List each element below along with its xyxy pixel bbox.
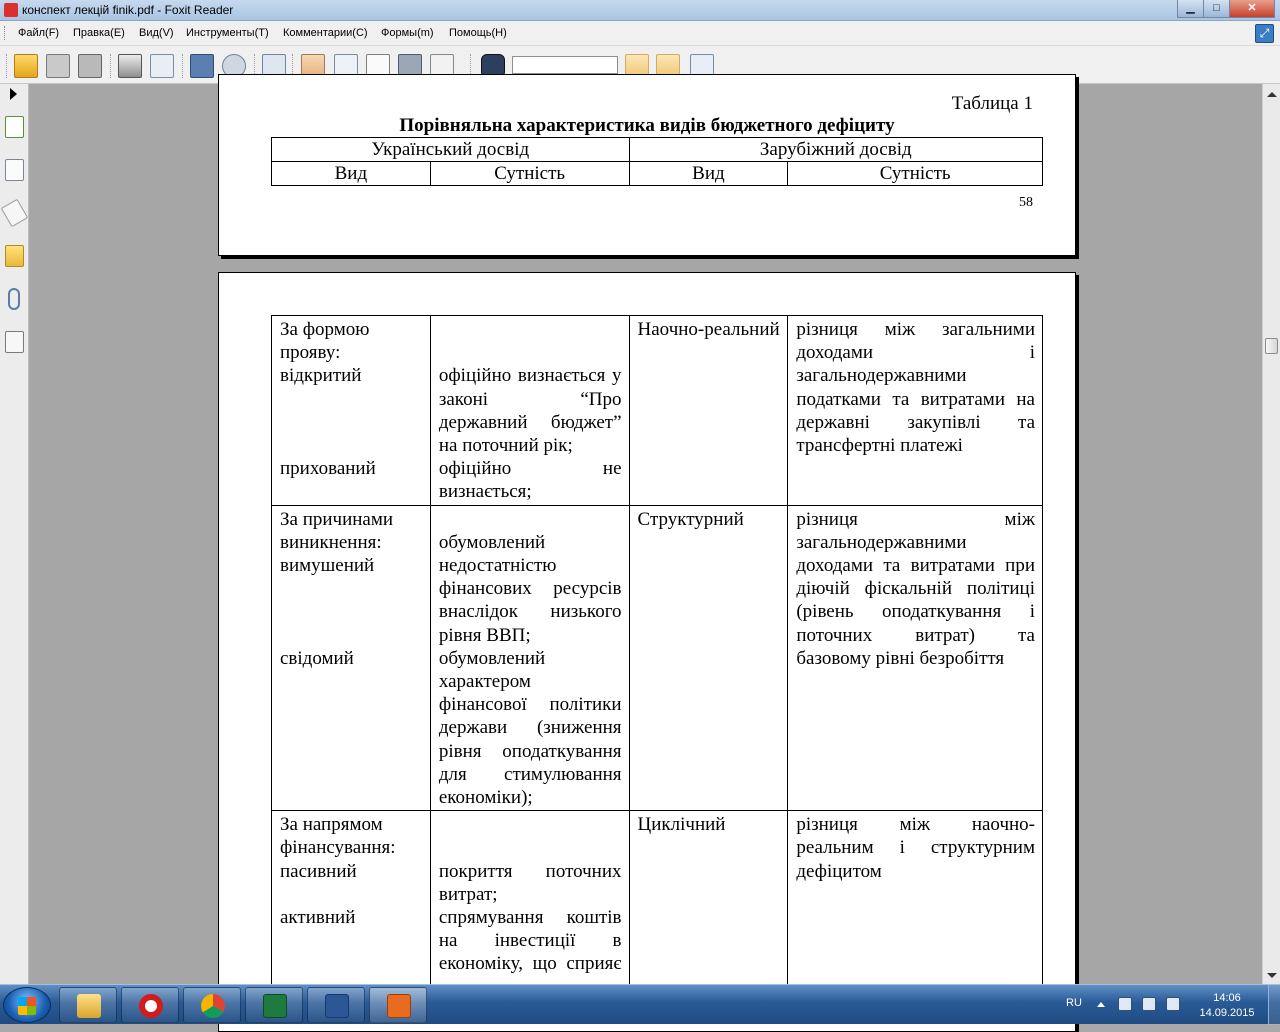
- category-label: фінансування:: [280, 837, 396, 859]
- taskbar-word[interactable]: [307, 987, 365, 1023]
- category-label: За причинами: [280, 508, 394, 530]
- taskbar: [0, 984, 1280, 1024]
- explorer-icon: [77, 994, 101, 1018]
- foreign-essence-cell: різниця між загальнодержавними доходами та витратами при діючій фіскальній політиці (рівень оподаткування і поточних витрат) та базовому рівні безробіття: [788, 505, 1043, 811]
- essence-text: спрямування коштів на інвестиції в економіку, що сприяє: [438, 907, 622, 975]
- document-view[interactable]: [30, 84, 1262, 984]
- save-icon[interactable]: [46, 54, 70, 78]
- pages-panel-icon[interactable]: [5, 116, 24, 138]
- kind-label: пасивний: [280, 860, 357, 882]
- ua-kind-cell: [272, 811, 431, 1001]
- kind-label: активний: [280, 907, 356, 929]
- scroll-thumb[interactable]: [1265, 338, 1278, 354]
- taskbar-explorer[interactable]: [59, 987, 117, 1023]
- foxit-icon: [387, 994, 411, 1018]
- expand-panel-icon[interactable]: [10, 88, 17, 100]
- vertical-scrollbar[interactable]: [1262, 84, 1280, 984]
- bookmarks-panel-icon[interactable]: [1, 199, 28, 228]
- group-header-foreign: Зарубіжний досвід: [629, 138, 1042, 162]
- table-header: [271, 137, 1043, 186]
- navigation-panel: [0, 84, 29, 984]
- column-header: Сутність: [788, 162, 1043, 186]
- search-input[interactable]: [512, 56, 618, 74]
- comments-panel-icon[interactable]: [5, 245, 24, 267]
- layers-panel-icon[interactable]: [5, 159, 24, 181]
- column-header: Сутність: [430, 162, 629, 186]
- clock[interactable]: [1196, 991, 1258, 1021]
- menu-edit[interactable]: Правка(E): [73, 27, 125, 39]
- fullscreen-icon[interactable]: [190, 54, 214, 78]
- maximize-button[interactable]: □: [1203, 0, 1230, 18]
- group-header-ukrainian: Український досвід: [272, 138, 630, 162]
- foreign-kind-cell: Циклічний: [629, 811, 788, 1001]
- clock-time: 14:06: [1213, 992, 1241, 1004]
- foreign-essence-cell: різниця між загальними доходами і загальнодержавними податками та витратами на державні закупівлі та трансфертні платежі: [788, 316, 1043, 506]
- windows-logo-icon: [18, 997, 36, 1015]
- kind-label: вимушений: [280, 555, 375, 576]
- essence-text: офіційно не визнається;: [438, 458, 622, 503]
- scroll-up-icon[interactable]: [1267, 92, 1277, 97]
- taskbar-foxit[interactable]: [369, 987, 427, 1023]
- category-label: виникнення:: [280, 531, 382, 553]
- toolbar-separator: [182, 54, 183, 78]
- ua-kind-cell: [272, 505, 431, 811]
- foreign-essence-cell: різниця між наочно-реальним і структурним дефіцитом: [788, 811, 1043, 1001]
- print-icon[interactable]: [118, 54, 142, 78]
- table-row: [272, 811, 1043, 1001]
- taskbar-opera[interactable]: [121, 987, 179, 1023]
- menu-grip[interactable]: [4, 26, 7, 40]
- pdf-page-58: [218, 74, 1076, 256]
- toolbar-separator: [6, 54, 7, 78]
- network-icon[interactable]: [1142, 997, 1156, 1011]
- table-row: [272, 505, 1043, 811]
- deficit-table: [271, 315, 1043, 1001]
- start-button[interactable]: [3, 987, 51, 1023]
- menu-bar: [0, 21, 1280, 46]
- scroll-down-icon[interactable]: [1267, 973, 1277, 978]
- table-title: Порівняльна характеристика видів бюджетного дефіциту: [399, 115, 895, 136]
- foreign-kind-cell: Наочно-реальний: [629, 316, 788, 506]
- menu-view[interactable]: Вид(V): [139, 27, 174, 39]
- show-desktop-button[interactable]: [1268, 985, 1280, 1025]
- foxit-app-icon: [4, 3, 18, 17]
- taskbar-chrome[interactable]: [183, 987, 241, 1023]
- ua-essence-cell: [430, 316, 629, 506]
- volume-icon[interactable]: [1166, 997, 1180, 1011]
- language-indicator[interactable]: RU: [1066, 997, 1082, 1009]
- toolbar-separator: [110, 54, 111, 78]
- menu-tools[interactable]: Инструменты(T): [186, 27, 269, 39]
- menu-file[interactable]: Файл(F): [18, 27, 60, 39]
- kind-label: прихований: [280, 458, 376, 480]
- folder-open-icon[interactable]: [14, 54, 38, 78]
- attachments-panel-icon[interactable]: [8, 288, 20, 310]
- signatures-panel-icon[interactable]: [5, 331, 24, 353]
- email-icon[interactable]: [150, 54, 174, 78]
- excel-icon: [263, 994, 287, 1018]
- essence-text: покриття поточних витрат;: [438, 860, 622, 905]
- ua-essence-cell: [430, 811, 629, 1001]
- pdf-page-59: [218, 272, 1076, 1032]
- category-label: прояву:: [280, 342, 341, 364]
- opera-icon: [139, 994, 163, 1018]
- menu-forms[interactable]: Формы(m): [381, 27, 434, 39]
- foreign-kind-cell: Структурний: [629, 505, 788, 811]
- minimize-button[interactable]: ▁: [1177, 0, 1204, 18]
- menu-help[interactable]: Помощь(H): [449, 27, 507, 39]
- window-title: конспект лекцій finik.pdf - Foxit Reader: [22, 3, 234, 17]
- close-button[interactable]: ✕: [1229, 0, 1275, 18]
- essence-text: обумовлений характером фінансової політики держави (зниження рівня оподаткування для стимулювання економіки);: [438, 647, 622, 809]
- kind-label: свідомий: [280, 647, 354, 669]
- table-row: [272, 316, 1043, 506]
- word-icon: [325, 994, 349, 1018]
- save-all-icon[interactable]: [78, 54, 102, 78]
- table-number: Таблица 1: [951, 93, 1033, 114]
- menu-comments[interactable]: Комментарии(C): [283, 27, 368, 39]
- essence-text: офіційно визнається у законі “Про державний бюджет” на поточний рік;: [438, 365, 622, 456]
- page-number: 58: [1019, 195, 1033, 210]
- essence-text: обумовлений недостатністю фінансових ресурсів внаслідок низького рівня ВВП;: [438, 531, 622, 646]
- show-hidden-icons-icon[interactable]: [1097, 1002, 1105, 1007]
- column-header: Вид: [272, 162, 431, 186]
- category-label: За формою: [280, 319, 370, 340]
- ua-kind-cell: [272, 316, 431, 506]
- kind-label: відкритий: [280, 365, 362, 387]
- category-label: За напрямом: [280, 814, 383, 836]
- clock-date: 14.09.2015: [1199, 1007, 1255, 1019]
- chrome-icon: [201, 994, 225, 1018]
- title-bar: [0, 0, 1280, 21]
- restore-view-icon[interactable]: ⤢: [1255, 24, 1274, 43]
- action-center-icon[interactable]: [1118, 997, 1132, 1011]
- taskbar-excel[interactable]: [245, 987, 303, 1023]
- ua-essence-cell: [430, 505, 629, 811]
- column-header: Вид: [629, 162, 788, 186]
